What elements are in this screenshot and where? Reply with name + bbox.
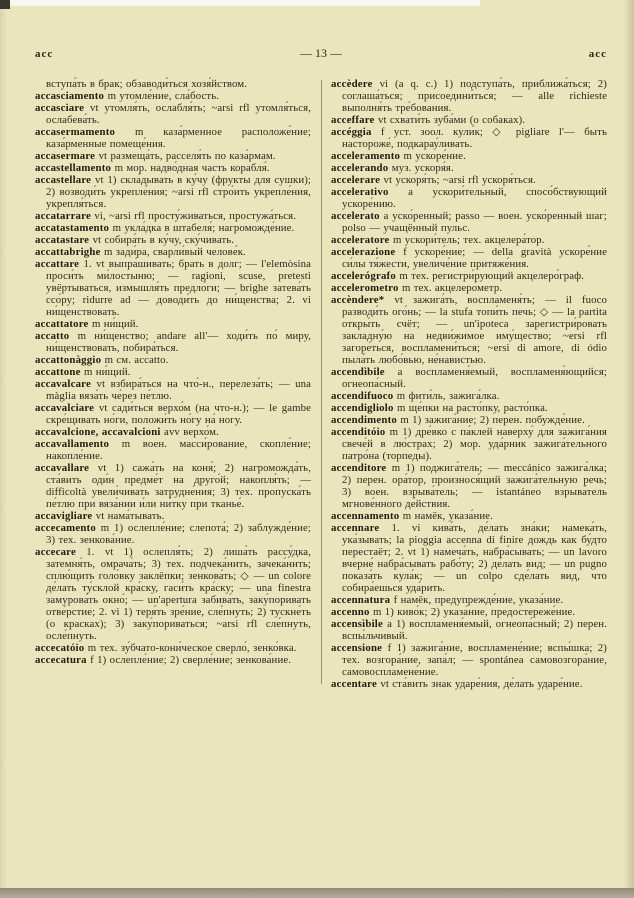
dictionary-entry [35,438,311,462]
dictionary-entry [331,174,607,186]
headword: accensione [331,642,388,654]
entry-body: f 1) ослепле́ние; 2) сверле́ние; зенкова́ние. [90,654,292,666]
entry-body: vt утомля́ть, ослабля́ть; ~arsi rfl утомля́ться, ослабева́ть. [46,102,311,126]
dictionary-entry [331,294,607,366]
dictionary-entry [35,366,311,378]
headword: accelerato [331,210,384,222]
dictionary-entry [331,150,607,162]
headword: accelerógrafo [331,270,400,282]
page-bottom-edge [0,888,634,898]
headword: accéggia [331,126,381,138]
entry-body: m утомле́ние, сла́бость. [107,90,220,102]
dictionary-entry [35,402,311,426]
entry-body: vt ста́вить знак ударе́ния, де́лать ударе́ние. [380,678,583,690]
entry-body: m фити́ль, зажига́лка. [396,390,500,402]
headword: accattone [35,366,84,378]
dictionary-entry [331,246,607,270]
page-left-shadow [0,0,7,898]
dictionary-entry [35,522,311,546]
entry-body: m ни́щий. [91,318,139,330]
entry-body: m тех. регистри́рующий акцелеро́граф. [399,270,585,282]
dictionary-entry [331,186,607,210]
headword: accatastare [35,234,93,246]
dictionary-entry [331,390,607,402]
headword: accasciamento [35,90,108,102]
headword: accelerare [331,174,384,186]
entry-body: vi (a q. c.) 1) подступа́ть, приближа́ться; 2) соглаша́ться; присоедини́ться; — alle richieste выполня́ть тре́бования. [342,78,607,114]
dictionary-entry [35,426,311,438]
headword: accennatura [331,594,394,606]
entry-body: vt зажига́ть, воспламеня́ть; — il fuoco разводи́ть ого́нь; — la stufa топи́ть печь; ◇ — la partita откры́ть счёт; — un'ipoteca зарегистри́ровать закладну́ю на недви́жимое иму́щество; ~ersi rfl загоре́ться, воспламени́ться; ~ersi di amore, di ódio пыла́ть любо́вью, не́навистью. [342,294,607,366]
entry-body: m 1) ослепле́ние; слепота́; 2) заблужде́ние; 3) тех. зенкова́ние. [46,522,311,546]
headword: acceleratore [331,234,393,246]
entry-body: m тех. акцелеро́метр. [401,282,503,294]
dictionary-entry [331,162,607,174]
entry-body: vt собира́ть в ку́чу, ску́чивать. [92,234,235,246]
left-column [35,78,311,690]
dictionary-entry [35,258,311,318]
headword: accentare [331,678,381,690]
column-divider [321,80,322,684]
entry-body: 1. vi кива́ть, де́лать зна́ки; намека́ть, ука́зывать; la pioggia accenna di finire дождь как бу́дто перестаёт; 2. vt 1) намеча́ть, набра́сывать; — un lavoro вчерне́ набра́сывать рабо́ту; 2) де́лать вид; — un pugno показа́ть кула́к; — un colpo сде́лать вид, что собира́ешься уда́рить. [342,522,608,594]
headword: accecare [35,546,87,558]
headword: accattonàggio [35,354,105,366]
dictionary-entry [35,378,311,402]
dictionary-entry [35,234,311,246]
dictionary-entry [35,642,311,654]
headword: accasciare [35,102,91,114]
running-head [35,46,607,64]
dictionary-entry [35,222,311,234]
headword: accasermamento [35,126,135,138]
headword: accèdere [331,78,380,90]
entry-body: a ускори́тельный, спосо́бствующий ускоре́нию. [342,186,607,210]
entry-body: m укла́дка в штабеля́; нагроможде́ние. [112,222,295,234]
headword: accelerativo [331,186,409,198]
headword: accastellamento [35,162,115,174]
dictionary-entry [331,114,607,126]
entry-body: m ни́щий. [83,366,131,378]
dictionary-entry [331,618,607,642]
dictionary-entry [331,282,607,294]
entry-body: m тех. зу́бчато-кони́ческое сверло́, зенко́вка. [87,642,297,654]
entry-body: m зади́ра, сварли́вый челове́к. [103,246,246,258]
entry-body: m ускори́тель; тех. акцелера́тор. [392,234,545,246]
entry-body: m ще́пки на расто́пку, расто́пка. [396,402,548,414]
headword: accavallamento [35,438,122,450]
headword: accèndere* [331,294,395,306]
headword: accastellare [35,174,96,186]
entry-body: m каза́рменное расположе́ние; каза́рменные помеще́ния. [46,126,311,150]
right-column [331,78,607,690]
headword: accavallare [35,462,98,474]
entry-body: a уско́ренный; passo — воен. уско́ренный шаг; polso — учащённый пульс. [342,210,607,234]
headword: accattare [35,258,84,270]
headword: accavalcione, accavalcioni [35,426,165,438]
dictionary-entry [35,102,311,126]
catchword-right: acc [588,48,607,60]
dictionary-entry [35,210,311,222]
entry-body: m мор. надво́дная часть корабля́. [114,162,270,174]
dictionary-entry [35,354,311,366]
dictionary-entry [331,678,607,690]
headword: accendimento [331,414,401,426]
dictionary-entry [331,402,607,414]
dictionary-entry [35,126,311,150]
headword: accensìbile [331,618,388,630]
headword: accendigliolo [331,402,397,414]
entry-body: f ускоре́ние; — della gravità ускоре́ние си́лы тя́жести, увеличе́ние притяже́ния. [342,246,607,270]
headword: accecatóio [35,642,88,654]
entry-body: m 1) поджига́тель; — meccánico зажига́лка; 2) перен. ора́тор, произнося́щий зажига́тельную речь; 3) воен. взрыва́тель; — istantáneo взрыва́тель мгнове́нного де́йствия. [342,462,607,510]
dictionary-entry [331,234,607,246]
headword: accenno [331,606,373,618]
dictionary-entry [35,510,311,522]
page-top-edge [0,0,480,6]
catchword-left: acc [35,48,54,60]
page-number: — 13 — [300,46,342,60]
dictionary-entry [35,462,311,510]
page-right-shadow [624,0,634,898]
entry-body: m см. accatto. [104,354,169,366]
dictionary-entry [35,150,311,162]
dictionary-entry [331,426,607,462]
entry-body: vt сади́ться верхо́м (на что-н.); — le gambe скре́щивать но́ги, положи́ть но́гу на́ ногу. [46,402,311,426]
dictionary-entry [35,546,311,642]
headword: accelerando [331,162,392,174]
dictionary-entry [331,522,607,594]
headword: accattabrighe [35,246,104,258]
headword: accelerazione [331,246,404,258]
headword: accatastamento [35,222,113,234]
headword: accavalciare [35,402,99,414]
entry-body: a воспламеня́емый, воспламеня́ющийся; огнеопа́сный. [342,366,607,390]
dictionary-entry [35,654,311,666]
dictionary-entry [35,78,311,90]
headword: accendìbile [331,366,398,378]
dictionary-entry [331,642,607,678]
entry-body: vt нама́тывать. [95,510,165,522]
headword: acceleramento [331,150,404,162]
headword: accendifuoco [331,390,397,402]
entry-body: vt размеща́ть, расселя́ть по каза́рмам. [98,150,276,162]
headword: accennare [331,522,392,534]
entry-body: m 1) киво́к; 2) указа́ние, предостереже́ние. [372,606,576,618]
entry-body: vt ускоря́ть; ~arsi rfl ускоря́ться. [383,174,536,186]
entry-body: m намёк, указа́ние. [402,510,493,522]
entry-body: a 1) воспламеня́емый, огнеопа́сный; 2) перен. вспы́льчивый. [342,618,607,642]
entry-body: vt взбира́ться на что́-н., перелеза́ть; — una màglia вяза́ть че́рез пе́тлю. [46,378,311,402]
dictionary-entry [331,414,607,426]
entry-body: m воен. масси́рование, скопле́ние; накопле́ние. [46,438,312,462]
entry-body: vi, ~arsi rfl просту́живаться, простужа́ться. [94,210,296,222]
dictionary-entry [331,606,607,618]
dictionary-entry [35,246,311,258]
dictionary-entry [331,210,607,234]
entry-body: вступа́ть в брак; обзаводи́ться хозя́йством. [46,78,248,90]
dictionary-entry [331,594,607,606]
entry-body: m 1) дре́вко с па́клей наверху́ для зажига́ния свече́й в лю́страх; 2) мор. уда́рник зажига́тельного патро́на (торпеды). [342,426,607,462]
entry-body: avv верхо́м. [164,426,219,438]
dictionary-entry [331,366,607,390]
headword: accecamento [35,522,101,534]
headword: acceffare [331,114,378,126]
headword: accattatore [35,318,92,330]
dictionary-entry [331,270,607,282]
dictionary-entry [331,510,607,522]
entry-body: vt 1) сажа́ть на коня́; 2) нагроможда́ть, ста́вить оди́н предме́т на друго́й; накопля́ть; — difficoltà увели́чивать затрудне́ния; 3) тех. пропуска́ть пе́тлю при вяза́нии и́ли ни́тку при тканье́. [46,462,311,510]
page-content [35,46,607,690]
entry-body: vt схвати́ть зуба́ми (о собаках). [377,114,526,126]
entry-body: f 1) зажига́ние, воспламене́ние; вспы́шка; 2) тех. возгора́ние, запа́л; — spontánea самовозгора́ние, самовоспламене́ние. [342,642,608,678]
dictionary-entry [331,462,607,510]
headword: accasermare [35,150,99,162]
headword: accavigliare [35,510,96,522]
dictionary-entry [331,126,607,150]
dictionary-entry [35,318,311,330]
headword: accelerometro [331,282,402,294]
entry-body: 1. vt 1) ослепля́ть; 2) лиша́ть рассу́дка, затемня́ть, омрача́ть; 3) тех. подчека́нить, зачека́нить; сплю́щить голо́вку заклёпки; зенкова́ть; ◇ — un colore де́лать ту́склой кра́ску, гаси́ть кра́ску; — una finestra замурова́ть окно́; — un'apertura забива́ть, заку́поривать отве́рстие; 2. vi 1) теря́ть зре́ние, сле́пнуть; 2) тускне́ть (о красках); 3) заку́пориваться; ~arsi rfl сле́пнуть, осле́пнуть. [46,546,311,642]
entry-body: m 1) зажига́ние; 2) перен. побужде́ние. [400,414,585,426]
headword: accenditóio [331,426,390,438]
entry-body: m ни́щенство; andare all'— ходи́ть по́ миру, ни́щенствовать, побира́ться. [46,330,311,354]
headword: accennamento [331,510,403,522]
dictionary-entry [35,174,311,210]
entry-body: f уст. зоол. кули́к; ◇ pigliare l'— быть настороже́, подкарау́ливать. [342,126,607,150]
entry-body: 1. vt выпра́шивать; брать в долг; — l'elemòsina проси́ть ми́лостыню; — ragioni, scuse, pretesti увёртываться, измышля́ть предло́ги; — brighe затева́ть ссо́ру; ridurre ad — доводи́ть до ни́щенства; 2. vi ни́щенствовать. [46,258,311,318]
dictionary-entry [35,330,311,354]
headword: accatarrare [35,210,95,222]
entry-body: m ускоре́ние. [403,150,466,162]
dictionary-entry [331,78,607,114]
entry-body: vt 1) скла́дывать в ку́чу (фрукты для сушки); 2) возводи́ть укрепле́ния; ~arsi rfl стро́ить укрепле́ния, укрепля́ться. [46,174,312,210]
headword: accavalcare [35,378,97,390]
entry-body: муз. ускоря́я. [391,162,454,174]
entry-body: f намёк, предупрежде́ние, указа́ние. [393,594,564,606]
headword: accecatura [35,654,91,666]
headword: accatto [35,330,78,342]
dictionary-entry [35,162,311,174]
dictionary-entry [35,90,311,102]
text-columns [35,78,607,690]
headword: accenditore [331,462,392,474]
